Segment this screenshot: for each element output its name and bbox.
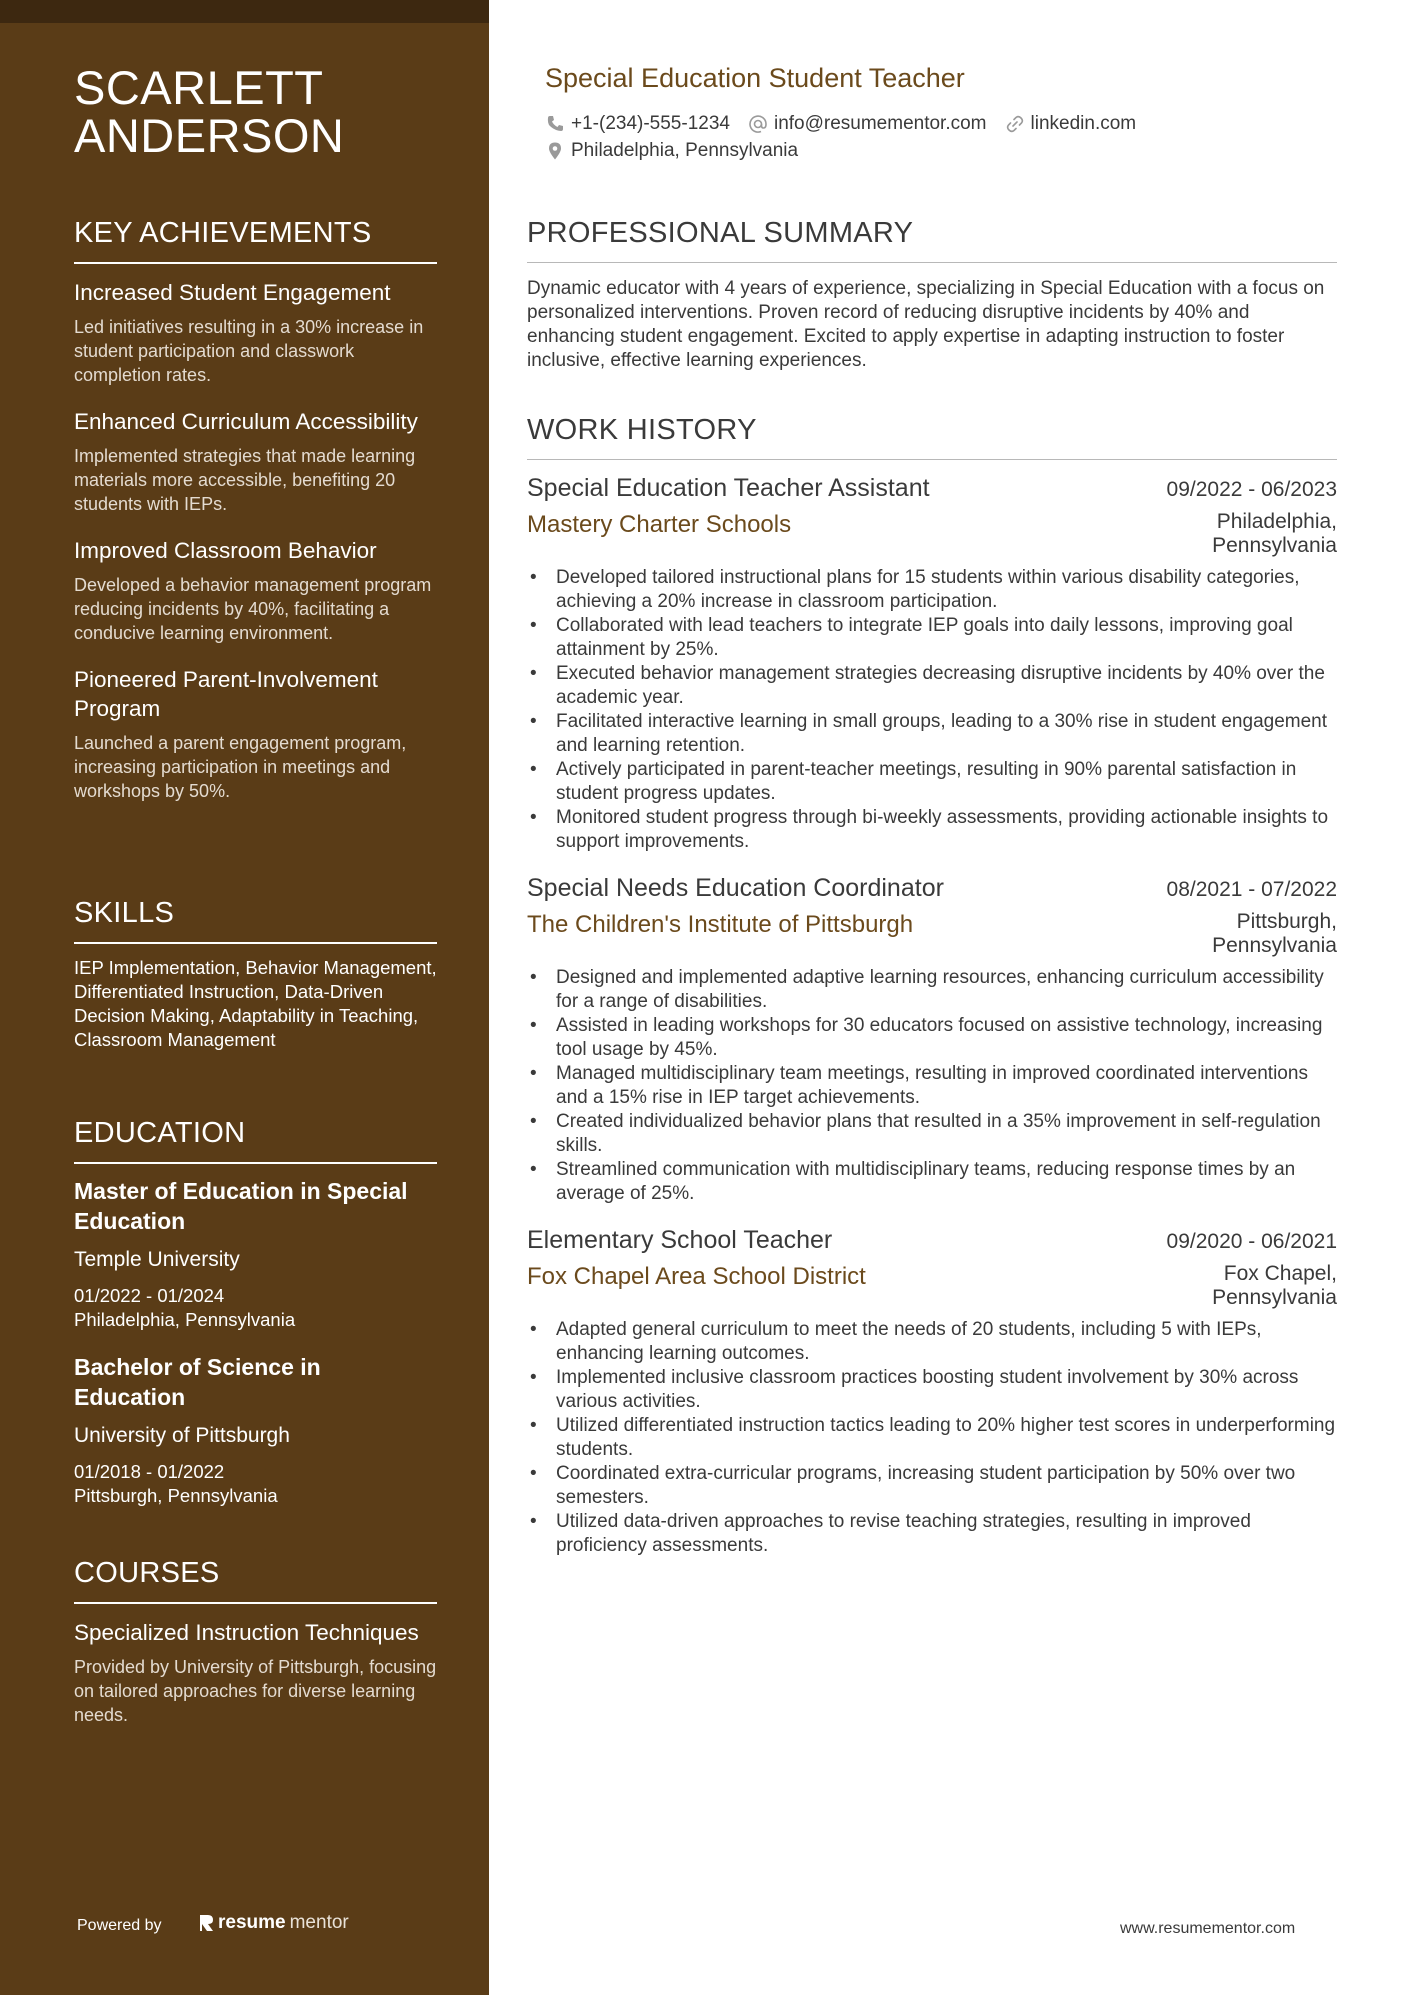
education-item xyxy=(74,1352,437,1508)
job-location-line-1: Fox Chapel, xyxy=(1223,1262,1337,1285)
job-role: Special Needs Education Coordinator xyxy=(527,874,944,902)
candidate-name xyxy=(74,61,454,162)
job-bullet: • Streamlined communication with multidisciplinary teams, reducing response times by an average of 25%. xyxy=(527,1158,1337,1206)
skills-section xyxy=(74,896,437,1052)
achievement-desc: Developed a behavior management program reducing incidents by 40%, facilitating a conducive learning environment. xyxy=(74,575,432,643)
achievement-desc: Launched a parent engagement program, increasing participation in meetings and workshops by 50%. xyxy=(74,733,407,801)
phone-icon xyxy=(545,114,565,134)
brand-name-light: mentor xyxy=(289,1912,349,1933)
education-school: University of Pittsburgh xyxy=(74,1424,290,1447)
work-history-heading: WORK HISTORY xyxy=(527,413,1337,460)
job-bullets xyxy=(527,566,1337,854)
job-location xyxy=(1177,510,1337,558)
job-bullet: • Executed behavior management strategies decreasing disruptive incidents by 40% over the academic year. xyxy=(527,662,1337,710)
achievement-desc: Implemented strategies that made learning materials more accessible, benefiting 20 students with IEPs. xyxy=(74,446,416,514)
contact-location xyxy=(545,140,798,162)
education-dates: 01/2022 - 01/2024 xyxy=(74,1285,225,1306)
job-entry xyxy=(527,472,1337,854)
skills-heading: SKILLS xyxy=(74,896,437,944)
linkedin-text: linkedin.com xyxy=(1030,113,1137,134)
achievements-section xyxy=(74,216,437,803)
course-item xyxy=(74,1618,437,1727)
education-heading: EDUCATION xyxy=(74,1116,437,1164)
job-location xyxy=(1177,1262,1337,1310)
job-location xyxy=(1177,910,1337,958)
job-organization: The Children's Institute of Pittsburgh xyxy=(527,911,914,938)
job-dates: 09/2020 - 06/2021 xyxy=(1166,1230,1337,1253)
job-bullet: • Monitored student progress through bi-weekly assessments, providing actionable insights to support improvements. xyxy=(527,806,1337,854)
education-item xyxy=(74,1176,437,1332)
job-bullet: • Assisted in leading workshops for 30 educators focused on assistive technology, increasing tool usage by 45%. xyxy=(527,1014,1337,1062)
achievement-desc: Led initiatives resulting in a 30% increase in student participation and classwork completion rates. xyxy=(74,317,424,385)
course-title: Specialized Instruction Techniques xyxy=(74,1620,419,1645)
job-title: Special Education Student Teacher xyxy=(545,63,965,93)
job-bullet: • Utilized data-driven approaches to revise teaching strategies, resulting in improved proficiency assessments. xyxy=(527,1510,1337,1558)
website-link[interactable]: www.resumementor.com xyxy=(1120,1920,1296,1937)
job-bullet: • Developed tailored instructional plans for 15 students within various disability categories, achieving a 20% increase in classroom participation. xyxy=(527,566,1337,614)
achievement-title: Improved Classroom Behavior xyxy=(74,538,377,563)
at-sign-icon xyxy=(748,114,768,134)
skills-list: IEP Implementation, Behavior Management, Differentiated Instruction, Data-Driven Decision Making, Adaptability in Teaching, Classroom Management xyxy=(74,957,437,1050)
education-dates: 01/2018 - 01/2022 xyxy=(74,1461,225,1482)
job-location-line-2: Pennsylvania xyxy=(1212,1286,1337,1309)
job-bullet: • Coordinated extra-curricular programs, increasing student participation by 50% over two semesters. xyxy=(527,1462,1337,1510)
work-history-section xyxy=(527,413,1337,1558)
education-degree: Bachelor of Science in Education xyxy=(74,1354,321,1410)
achievement-title: Enhanced Curriculum Accessibility xyxy=(74,409,418,434)
brand-name-bold: resume xyxy=(218,1912,286,1933)
achievement-title: Pioneered Parent-Involvement Program xyxy=(74,667,378,721)
contact-email[interactable] xyxy=(748,113,987,135)
job-bullets xyxy=(527,966,1337,1206)
job-organization: Fox Chapel Area School District xyxy=(527,1263,866,1290)
contact-linkedin[interactable] xyxy=(1005,113,1137,135)
job-bullet: • Created individualized behavior plans that resulted in a 35% improvement in self-regulation skills. xyxy=(527,1110,1337,1158)
phone-text: +1-(234)-555-1234 xyxy=(571,113,730,134)
job-bullet: • Facilitated interactive learning in small groups, leading to a 30% rise in student engagement and learning retention. xyxy=(527,710,1337,758)
job-bullet: • Managed multidisciplinary team meetings, resulting in improved coordinated interventions and a 15% rise in IEP target achievements. xyxy=(527,1062,1337,1110)
location-text: Philadelphia, Pennsylvania xyxy=(571,140,799,161)
job-role: Special Education Teacher Assistant xyxy=(527,474,930,502)
summary-heading: PROFESSIONAL SUMMARY xyxy=(527,216,1337,263)
name-line-2: ANDERSON xyxy=(74,109,345,162)
job-bullet: • Implemented inclusive classroom practices boosting student involvement by 30% across various activities. xyxy=(527,1366,1337,1414)
brand-logo[interactable] xyxy=(198,1912,349,1934)
summary-text: Dynamic educator with 4 years of experience, specializing in Special Education with a focus on personalized interventions. Proven record of reducing disruptive incidents by 40% and enhancing student engagement. Excited to apply expertise in adapting instruction to foster inclusive, effective learning experiences. xyxy=(527,278,1325,371)
link-icon xyxy=(1005,114,1025,134)
sidebar-top-band xyxy=(0,0,489,23)
name-line-1: SCARLETT xyxy=(74,61,324,114)
job-bullet: • Adapted general curriculum to meet the needs of 20 students, including 5 with IEPs, enhancing learning outcomes. xyxy=(527,1318,1337,1366)
job-entry xyxy=(527,872,1337,1206)
job-location-line-2: Pennsylvania xyxy=(1212,934,1337,957)
job-role: Elementary School Teacher xyxy=(527,1226,833,1254)
job-location-line-1: Philadelphia, xyxy=(1216,510,1337,533)
job-dates: 08/2021 - 07/2022 xyxy=(1166,878,1337,901)
job-organization: Mastery Charter Schools xyxy=(527,511,792,538)
job-entry xyxy=(527,1224,1337,1558)
powered-by-label: Powered by xyxy=(77,1917,162,1934)
job-location-line-2: Pennsylvania xyxy=(1212,534,1337,557)
education-section xyxy=(74,1116,437,1508)
course-desc: Provided by University of Pittsburgh, focusing on tailored approaches for diverse learning needs. xyxy=(74,1657,437,1725)
job-bullet: • Collaborated with lead teachers to integrate IEP goals into daily lessons, improving goal attainment by 25%. xyxy=(527,614,1337,662)
contact-phone[interactable] xyxy=(545,113,730,135)
courses-section xyxy=(74,1556,437,1727)
achievement-title: Increased Student Engagement xyxy=(74,280,391,305)
job-bullets xyxy=(527,1318,1337,1558)
job-dates: 09/2022 - 06/2023 xyxy=(1166,478,1337,501)
job-bullet: • Utilized differentiated instruction tactics leading to 20% higher test scores in underperforming students. xyxy=(527,1414,1337,1462)
contact-row-1 xyxy=(545,113,1136,135)
courses-heading: COURSES xyxy=(74,1556,437,1604)
email-text: info@resumementor.com xyxy=(773,113,987,134)
achievement-item xyxy=(74,536,437,645)
education-location: Pittsburgh, Pennsylvania xyxy=(74,1485,278,1506)
brand-mark-icon xyxy=(198,1913,214,1933)
education-location: Philadelphia, Pennsylvania xyxy=(74,1309,296,1330)
job-bullet: • Designed and implemented adaptive learning resources, enhancing curriculum accessibility for a range of disabilities. xyxy=(527,966,1337,1014)
contact-row-2 xyxy=(545,140,798,162)
job-location-line-1: Pittsburgh, xyxy=(1236,910,1337,933)
education-school: Temple University xyxy=(74,1248,240,1271)
education-degree: Master of Education in Special Education xyxy=(74,1178,408,1234)
achievements-heading: KEY ACHIEVEMENTS xyxy=(74,216,437,264)
job-bullet: • Actively participated in parent-teacher meetings, resulting in 90% parental satisfaction in student progress updates. xyxy=(527,758,1337,806)
summary-section xyxy=(527,216,1337,373)
achievement-item xyxy=(74,665,437,803)
location-pin-icon xyxy=(545,141,565,161)
achievement-item xyxy=(74,278,437,387)
achievement-item xyxy=(74,407,437,516)
